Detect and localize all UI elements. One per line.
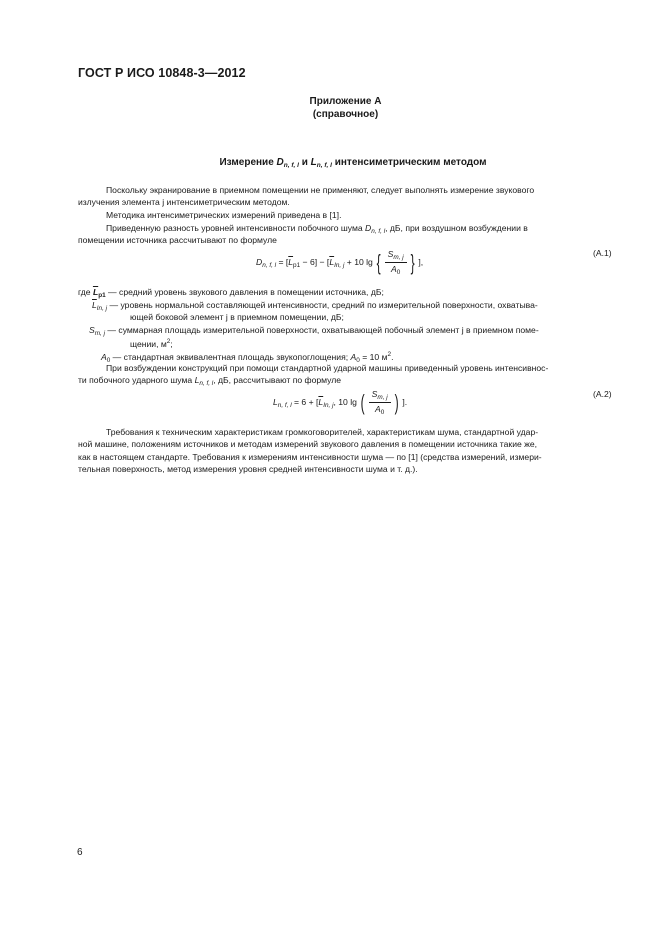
left-brace: { bbox=[376, 249, 381, 275]
section-title: Измерение $D_{n, f, l}$ и $L_{n, f, l}$ интенсиметрическим методом bbox=[219, 157, 487, 169]
left-paren: ( bbox=[360, 389, 365, 415]
where-line: ющей боковой элемент j в приемном помещении, дБ; bbox=[130, 312, 344, 322]
where-line: $\overline{L}_{In, j}$ — уровень нормальной составляющей интенсивности, средний по измерительной поверхности, охватыва- bbox=[92, 300, 538, 312]
paragraph-line: ной машине, положениям источников и методам измерений звукового давления в помещении источника такие же, bbox=[78, 439, 538, 449]
where-line: где $\overline{L}_{p1}$ — средний уровень звукового давления в помещении источника, дБ; bbox=[78, 287, 384, 299]
formula-a1: $D_{n, f, l} = [\overline{L}_{p1} - 6] - [\overline{L}_{In, j} + 10$ lg { $\frac{S_{m, j}}{A_0}$ } ], bbox=[256, 249, 424, 276]
paragraph-line: как в настоящем стандарте. Требования к измерениям интенсивности шума — по [1] (средства измерений, измери- bbox=[78, 452, 542, 462]
paragraph-line: тельная поверхность, метод измерения уровня средней интенсивности шума и т. д.). bbox=[78, 464, 418, 474]
document-header: ГОСТ Р ИСО 10848-3—2012 bbox=[78, 66, 246, 80]
appendix-subtitle: (справочное) bbox=[312, 109, 379, 120]
paragraph-line: излучения элемента j интенсиметрическим методом. bbox=[78, 197, 290, 207]
where-line: $S_{m, j}$ — суммарная площадь измерительной поверхности, охватывающей побочный элемент j в приемном поме- bbox=[89, 325, 539, 337]
right-paren: ) bbox=[394, 389, 399, 415]
paragraph-line: При возбуждении конструкций при помощи стандартной ударной машины приведенный уровень интенсивнос- bbox=[106, 363, 549, 373]
equation-number: (A.1) bbox=[593, 248, 612, 258]
page-number: 6 bbox=[77, 847, 83, 858]
where-line: щении, $м^2$; bbox=[130, 338, 173, 349]
fraction: $\frac{S_{m, j}}{A_0}$ bbox=[369, 389, 391, 416]
appendix-title: Приложение А bbox=[309, 96, 382, 107]
paragraph-line: Методика интенсиметрических измерений приведена в [1]. bbox=[106, 210, 342, 220]
formula-a2: $L_{n, f, l} = 6 + [\overline{L}_{In, j}$, 10 lg ( $\frac{S_{m, j}}{A_0}$ ) ]. bbox=[273, 389, 408, 416]
paragraph-line: Приведенную разность уровней интенсивности побочного шума $D_{n, f, l}$, дБ, при воздушном возбуждении в bbox=[106, 223, 528, 235]
paragraph-line: ти побочного ударного шума $L_{n, f, l}$, дБ, рассчитывают по формуле bbox=[78, 375, 342, 387]
fraction: $\frac{S_{m, j}}{A_0}$ bbox=[385, 249, 407, 276]
right-brace: } bbox=[410, 249, 415, 275]
where-line: $A_0$ — стандартная эквивалентная площадь звукопоглощения; $A_0 = 10$ $м^2$. bbox=[101, 351, 394, 364]
paragraph-line: Поскольку экранирование в приемном помещении не применяют, следует выполнять измерение звукового bbox=[106, 185, 535, 195]
paragraph-line: Требования к техническим характеристикам громкоговорителей, характеристикам шума, стандартной удар- bbox=[106, 427, 539, 437]
paragraph-line: помещении источника рассчитывают по формуле bbox=[78, 235, 277, 245]
equation-number: (A.2) bbox=[593, 389, 612, 399]
